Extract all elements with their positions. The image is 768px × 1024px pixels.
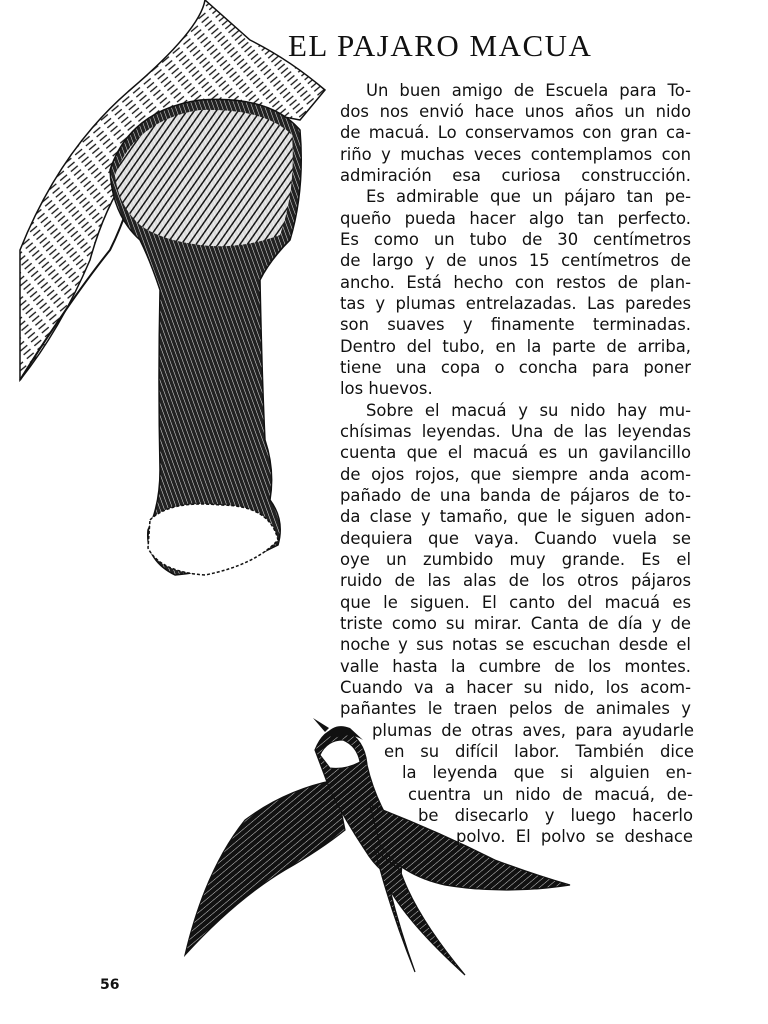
- article-line: riño y muchas veces contemplamos con: [340, 145, 691, 164]
- article-line: valle hasta la cumbre de los montes.: [340, 657, 691, 676]
- article-line: Es como un tubo de 30 centímetros: [340, 230, 691, 249]
- article-line: de macuá. Lo conservamos con gran ca-: [340, 123, 691, 142]
- article-line: Dentro del tubo, en la parte de arriba,: [340, 337, 691, 356]
- article-line: los huevos.: [340, 379, 433, 398]
- article-line: queño pueda hacer algo tan perfecto.: [340, 209, 691, 228]
- article-line: de ojos rojos, que siempre anda acom-: [340, 465, 691, 484]
- article-line: pañantes le traen pelos de animales y: [340, 699, 691, 718]
- article-line: Es admirable que un pájaro tan pe-: [366, 187, 691, 206]
- article-line: be disecarlo y luego hacerlo: [418, 806, 693, 825]
- article-line: dos nos envió hace unos años un nido: [340, 102, 691, 121]
- article-line: polvo. El polvo se deshace: [456, 827, 693, 846]
- article-line: oye un zumbido muy grande. Es el: [340, 550, 691, 569]
- article-line: admiración esa curiosa construcción.: [340, 166, 691, 185]
- article-line: tiene una copa o concha para poner: [340, 358, 691, 377]
- article-line: pañado de una banda de pájaros de to-: [340, 486, 691, 505]
- article-line: Sobre el macuá y su nido hay mu-: [366, 401, 691, 420]
- page-title: EL PAJARO MACUA: [288, 28, 593, 63]
- article-line: Un buen amigo de Escuela para To-: [366, 81, 691, 100]
- article-line: de largo y de unos 15 centímetros de: [340, 251, 691, 270]
- article-line: triste como su mirar. Canta de día y de: [340, 614, 691, 633]
- nest-illustration: [0, 0, 340, 600]
- article-line: son suaves y finamente terminadas.: [340, 315, 691, 334]
- article-line: ruido de las alas de los otros pájaros: [340, 571, 691, 590]
- article-line: da clase y tamaño, que le siguen adon-: [340, 507, 691, 526]
- article-line: en su difícil labor. También dice: [384, 742, 694, 761]
- article-line: Cuando va a hacer su nido, los acom-: [340, 678, 691, 697]
- article-line: que le siguen. El canto del macuá es: [340, 593, 691, 612]
- article-line: la leyenda que si alguien en-: [402, 763, 692, 782]
- article-line: plumas de otras aves, para ayudarle: [372, 721, 694, 740]
- article-line: chísimas leyendas. Una de las leyendas: [340, 422, 691, 441]
- article-line: cuenta que el macuá es un gavilancillo: [340, 443, 691, 462]
- article-line: noche y sus notas se escuchan desde el: [340, 635, 691, 654]
- page-number: 56: [100, 977, 120, 993]
- article-line: tas y plumas entrelazadas. Las paredes: [340, 294, 691, 313]
- article-line: dequiera que vaya. Cuando vuela se: [340, 529, 691, 548]
- article-line: ancho. Está hecho con restos de plan-: [340, 273, 691, 292]
- article-line: cuentra un nido de macuá, de-: [408, 785, 693, 804]
